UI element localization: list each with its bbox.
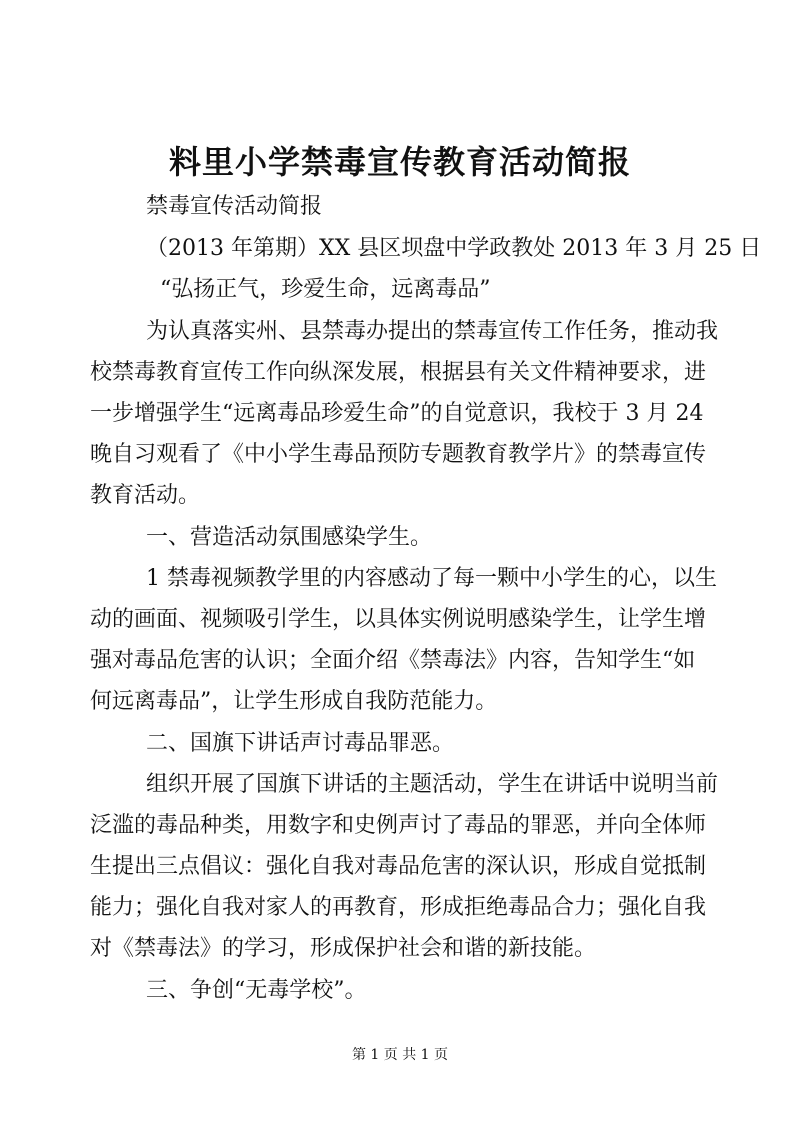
paragraph-line: 何远离毒品”，让学生形成自我防范能力。 bbox=[90, 689, 498, 714]
paragraph-line: 动的画面、视频吸引学生，以具体实例说明感染学生，让学生增 bbox=[90, 607, 707, 632]
section-heading: 二、国旗下讲话声讨毒品罪恶。 bbox=[146, 731, 455, 756]
paragraph-line: 能力；强化自我对家人的再教育，形成拒绝毒品合力；强化自我 bbox=[90, 895, 707, 920]
paragraph-line: 泛滥的毒品种类，用数字和史例声讨了毒品的罪恶，并向全体师 bbox=[90, 813, 707, 838]
section-heading: 三、争创“无毒学校”。 bbox=[146, 978, 367, 1003]
intro-line: 教育活动。 bbox=[90, 483, 201, 508]
document-title: 料里小学禁毒宣传教育活动简报 bbox=[168, 143, 631, 181]
section-heading: 一、营造活动氛围感染学生。 bbox=[146, 525, 433, 550]
issue-line: （2013 年第期）XX 县区坝盘中学政教处 2013 年 3 月 25 日 bbox=[146, 236, 762, 261]
intro-line: 晚自习观看了《中小学生毒品预防专题教育教学片》的禁毒宣传 bbox=[90, 442, 707, 467]
paragraph-line: 生提出三点倡议：强化自我对毒品危害的深认识，形成自觉抵制 bbox=[90, 854, 707, 879]
intro-line: 一步增强学生“远离毒品珍爱生命”的自觉意识，我校于 3 月 24 bbox=[90, 401, 704, 426]
paragraph-line: 强对毒品危害的认识；全面介绍《禁毒法》内容，告知学生“如 bbox=[90, 648, 696, 673]
page-footer: 第 1 页 共 1 页 bbox=[351, 1047, 449, 1063]
slogan: “弘扬正气，珍爱生命，远离毒品” bbox=[160, 277, 491, 302]
paragraph-line: 组织开展了国旗下讲话的主题活动，学生在讲话中说明当前 bbox=[146, 772, 719, 797]
intro-line: 为认真落实州、县禁毒办提出的禁毒宣传工作任务，推动我 bbox=[146, 319, 719, 344]
intro-line: 校禁毒教育宣传工作向纵深发展，根据县有关文件精神要求，进 bbox=[90, 360, 707, 385]
paragraph-line: 1 禁毒视频教学里的内容感动了每一颗中小学生的心，以生 bbox=[146, 566, 717, 591]
paragraph-line: 对《禁毒法》的学习，形成保护社会和谐的新技能。 bbox=[90, 936, 597, 961]
subtitle: 禁毒宣传活动简报 bbox=[146, 194, 323, 219]
